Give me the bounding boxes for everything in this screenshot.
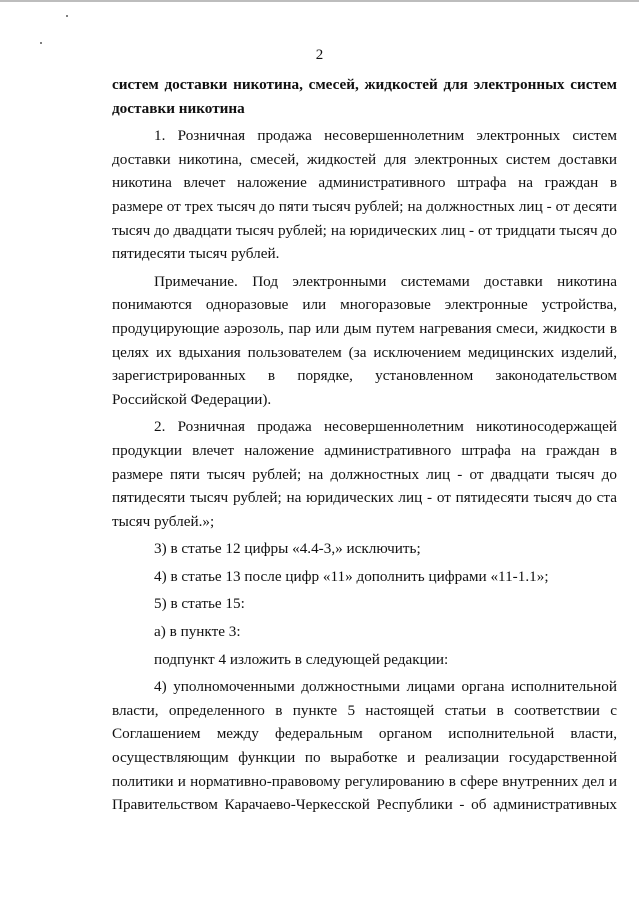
scan-speck — [40, 42, 42, 44]
paragraph-item-4: 4) в статье 13 после цифр «11» дополнить цифрами «11-1.1»; — [154, 567, 549, 585]
paragraph-subpoint-4-intro: подпункт 4 изложить в следующей редакции: — [154, 650, 449, 668]
paragraph-2: 2. Розничная продажа несовершеннолетним никотиносодержащей продукции влечет наложение административного штрафа на граждан в размере пяти тысяч рублей; на должностных лиц - от двадцати тысяч до пятидесяти тысяч рублей; на юридических лиц - от пятидесяти тысяч до ста тысяч рублей.»; — [112, 418, 617, 530]
paragraph-item-3: 3) в статье 12 цифры «4.4-3,» исключить; — [154, 540, 421, 558]
document-body — [112, 73, 617, 817]
paragraph-subitem-a: а) в пункте 3: — [154, 623, 241, 641]
scan-speck — [66, 15, 68, 17]
paragraph-item-5: 5) в статье 15: — [154, 595, 245, 613]
paragraph-note: Примечание. Под электронными системами доставки никотина понимаются одноразовые или многоразовые электронные устройства, продуцирующие аэрозоль, пар или дым путем нагревания смеси, жидкости в целях их вдыхания пользователем (за исключением медицинских изделий, зарегистрированных в порядке, установленном законодательством Российской Федерации). — [112, 272, 617, 408]
scan-top-edge — [0, 0, 639, 2]
paragraph-1: 1. Розничная продажа несовершеннолетним электронных систем доставки никотина, смесей, жидкостей для электронных систем доставки никотина влечет наложение административного штрафа на граждан в размере от трех тысяч до пяти тысяч рублей; на должностных лиц - от десяти тысяч до двадцати тысяч рублей; на юридических лиц - от тридцати тысяч до пятидесяти тысяч рублей. — [112, 127, 617, 263]
heading-continuation: систем доставки никотина, смесей, жидкостей для электронных систем доставки никотина — [112, 76, 617, 117]
page-number: 2 — [315, 47, 324, 63]
paragraph-subpoint-4: 4) уполномоченными должностными лицами органа исполнительной власти, определенного в пункте 5 настоящей статьи в соответствии с Соглашением между федеральным органом исполнительной власти, осуществляющим функции по выработке и реализации государственной политики и нормативно-правовому регулированию в сфере внутренних дел и Правительством Карачаево-Черкесской Республики - об административных — [112, 678, 617, 814]
